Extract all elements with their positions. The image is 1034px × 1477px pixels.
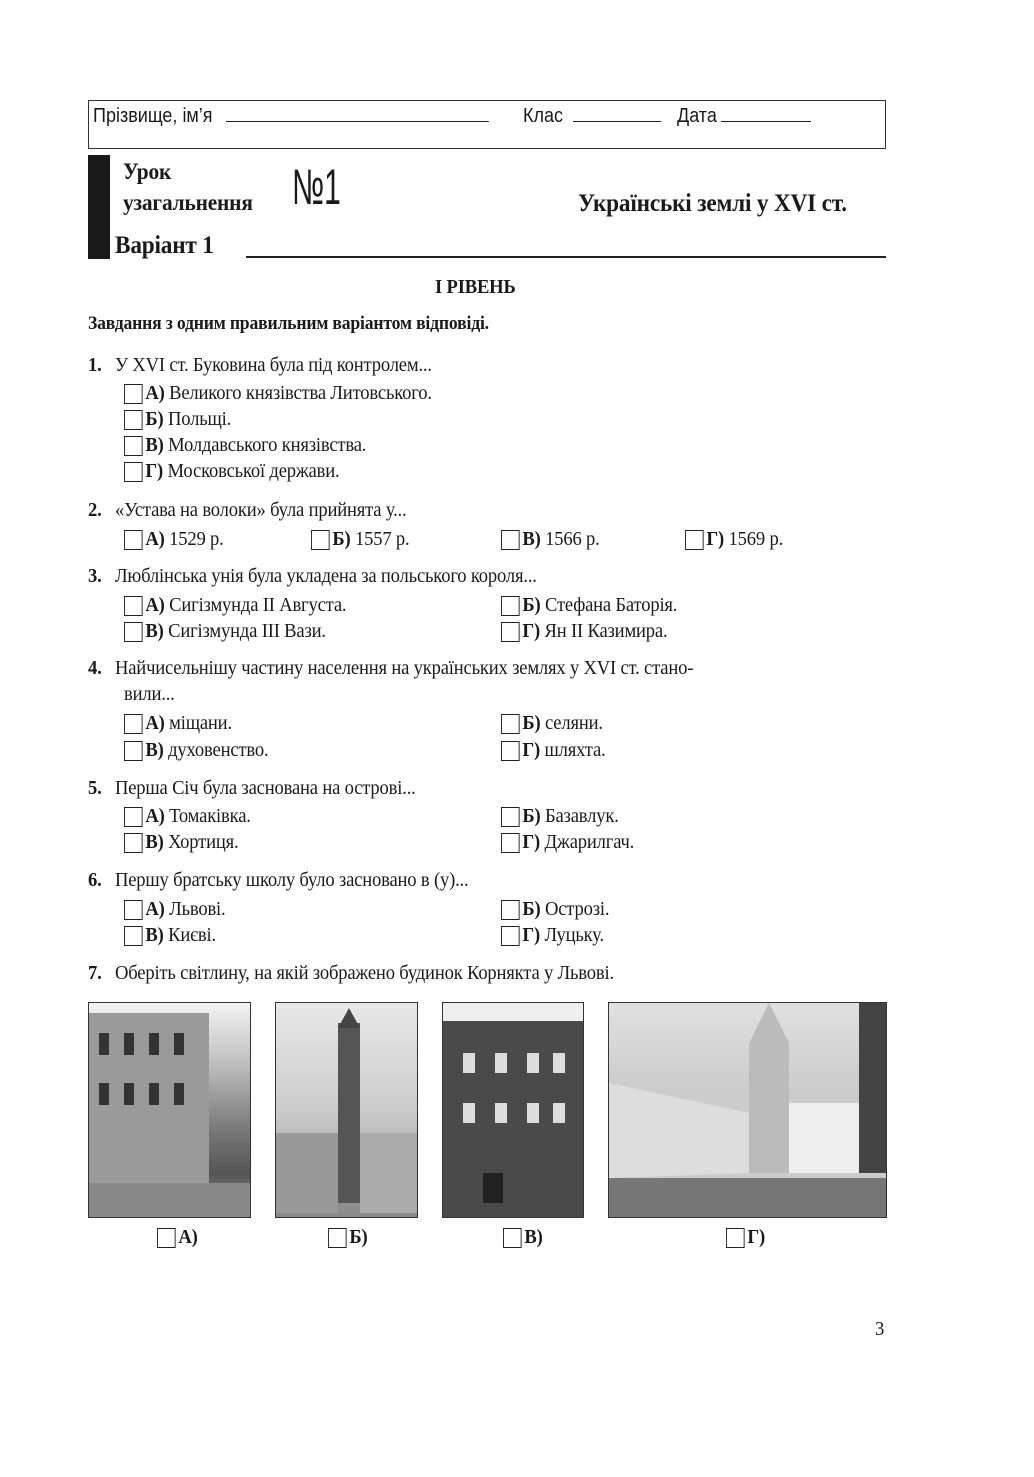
- checkbox[interactable]: [157, 1228, 176, 1248]
- checkbox[interactable]: [124, 807, 143, 827]
- checkbox[interactable]: [124, 436, 143, 456]
- option[interactable]: Б) Острозі.: [501, 898, 609, 921]
- question-4-cont: вили...: [124, 683, 175, 705]
- checkbox[interactable]: [503, 1228, 522, 1248]
- checkbox[interactable]: [311, 530, 330, 550]
- lesson-number: №1: [292, 159, 341, 215]
- photo-d: [608, 1002, 887, 1218]
- option[interactable]: Б) Польщі.: [124, 408, 231, 431]
- checkbox[interactable]: [501, 622, 520, 642]
- class-label: Клас: [523, 105, 564, 127]
- option[interactable]: Г) Луцьку.: [501, 924, 604, 947]
- heading-bar: [88, 155, 110, 259]
- date-label: Дата: [676, 105, 717, 127]
- checkbox[interactable]: [124, 596, 143, 616]
- date-field[interactable]: [721, 104, 811, 122]
- photo-c: [442, 1002, 584, 1218]
- question-3: 3. Люблінська унія була укладена за польського короля...: [88, 565, 537, 587]
- option[interactable]: А) Львові.: [124, 898, 225, 921]
- instruction: Завдання з одним правильним варіантом відповіді.: [88, 313, 489, 334]
- option[interactable]: Г) Джарилгач.: [501, 831, 634, 854]
- option[interactable]: Г) Ян ІІ Казимира.: [501, 620, 667, 643]
- checkbox[interactable]: [501, 926, 520, 946]
- checkbox[interactable]: [501, 807, 520, 827]
- option[interactable]: А) міщани.: [124, 712, 232, 735]
- option[interactable]: В) Хортиця.: [124, 831, 238, 854]
- checkbox[interactable]: [328, 1228, 347, 1248]
- checkbox[interactable]: [501, 596, 520, 616]
- checkbox[interactable]: [726, 1228, 745, 1248]
- level-heading: І РІВЕНЬ: [435, 276, 516, 298]
- checkbox[interactable]: [124, 410, 143, 430]
- option[interactable]: В) Києві.: [124, 924, 216, 947]
- variant-label: Варіант 1: [115, 232, 214, 259]
- option[interactable]: А) Великого князівства Литовського.: [124, 382, 432, 405]
- option[interactable]: Б) селяни.: [501, 712, 603, 735]
- checkbox[interactable]: [501, 741, 520, 761]
- variant-line: [246, 256, 886, 258]
- checkbox[interactable]: [501, 833, 520, 853]
- checkbox[interactable]: [124, 900, 143, 920]
- checkbox[interactable]: [501, 714, 520, 734]
- question-4: 4. Найчисельнішу частину населення на українських землях у XVI ст. стано-: [88, 657, 694, 679]
- checkbox[interactable]: [124, 462, 143, 482]
- checkbox[interactable]: [124, 384, 143, 404]
- option[interactable]: Б) Базавлук.: [501, 805, 619, 828]
- option[interactable]: Б) Стефана Баторія.: [501, 594, 677, 617]
- checkbox[interactable]: [124, 622, 143, 642]
- checkbox[interactable]: [124, 833, 143, 853]
- name-label: Прізвище, ім’я: [93, 105, 213, 127]
- photo-option[interactable]: Б): [328, 1226, 368, 1249]
- checkbox[interactable]: [124, 530, 143, 550]
- checkbox[interactable]: [501, 900, 520, 920]
- lesson-label: Урок: [123, 159, 172, 184]
- option[interactable]: А) Сигізмунда ІІ Августа.: [124, 594, 346, 617]
- lesson-topic: Українські землі у XVI ст.: [578, 190, 847, 217]
- name-field[interactable]: [226, 104, 489, 122]
- checkbox[interactable]: [124, 926, 143, 946]
- photo-a: [88, 1002, 251, 1218]
- lesson-label-2: узагальнення: [123, 190, 253, 215]
- option[interactable]: А) 1529 р.: [124, 528, 224, 551]
- checkbox[interactable]: [501, 530, 520, 550]
- photo-option[interactable]: Г): [726, 1226, 765, 1249]
- option[interactable]: Б) 1557 р.: [311, 528, 409, 551]
- checkbox[interactable]: [124, 741, 143, 761]
- option[interactable]: Г) шляхта.: [501, 739, 605, 762]
- photo-option[interactable]: А): [157, 1226, 198, 1249]
- option[interactable]: В) Сигізмунда ІІІ Вази.: [124, 620, 326, 643]
- question-2: 2. «Устава на волоки» була прийнята у...: [88, 499, 407, 521]
- question-5: 5. Перша Січ була заснована на острові...: [88, 777, 416, 799]
- option[interactable]: В) Молдавського князівства.: [124, 434, 366, 457]
- checkbox[interactable]: [124, 714, 143, 734]
- checkbox[interactable]: [685, 530, 704, 550]
- question-6: 6. Першу братську школу було засновано в (у)...: [88, 869, 469, 891]
- photo-b: [275, 1002, 418, 1218]
- photo-option[interactable]: В): [503, 1226, 543, 1249]
- option[interactable]: В) духовенство.: [124, 739, 268, 762]
- page-number: 3: [875, 1318, 885, 1340]
- student-info-box: [88, 100, 886, 149]
- question-1: 1. У XVI ст. Буковина була під контролем...: [88, 354, 432, 376]
- option[interactable]: Г) 1569 р.: [685, 528, 783, 551]
- option[interactable]: Г) Московської держави.: [124, 460, 339, 483]
- option[interactable]: В) 1566 р.: [501, 528, 600, 551]
- class-field[interactable]: [573, 104, 661, 122]
- question-7: 7. Оберіть світлину, на якій зображено будинок Корнякта у Львові.: [88, 962, 614, 984]
- option[interactable]: А) Томаківка.: [124, 805, 251, 828]
